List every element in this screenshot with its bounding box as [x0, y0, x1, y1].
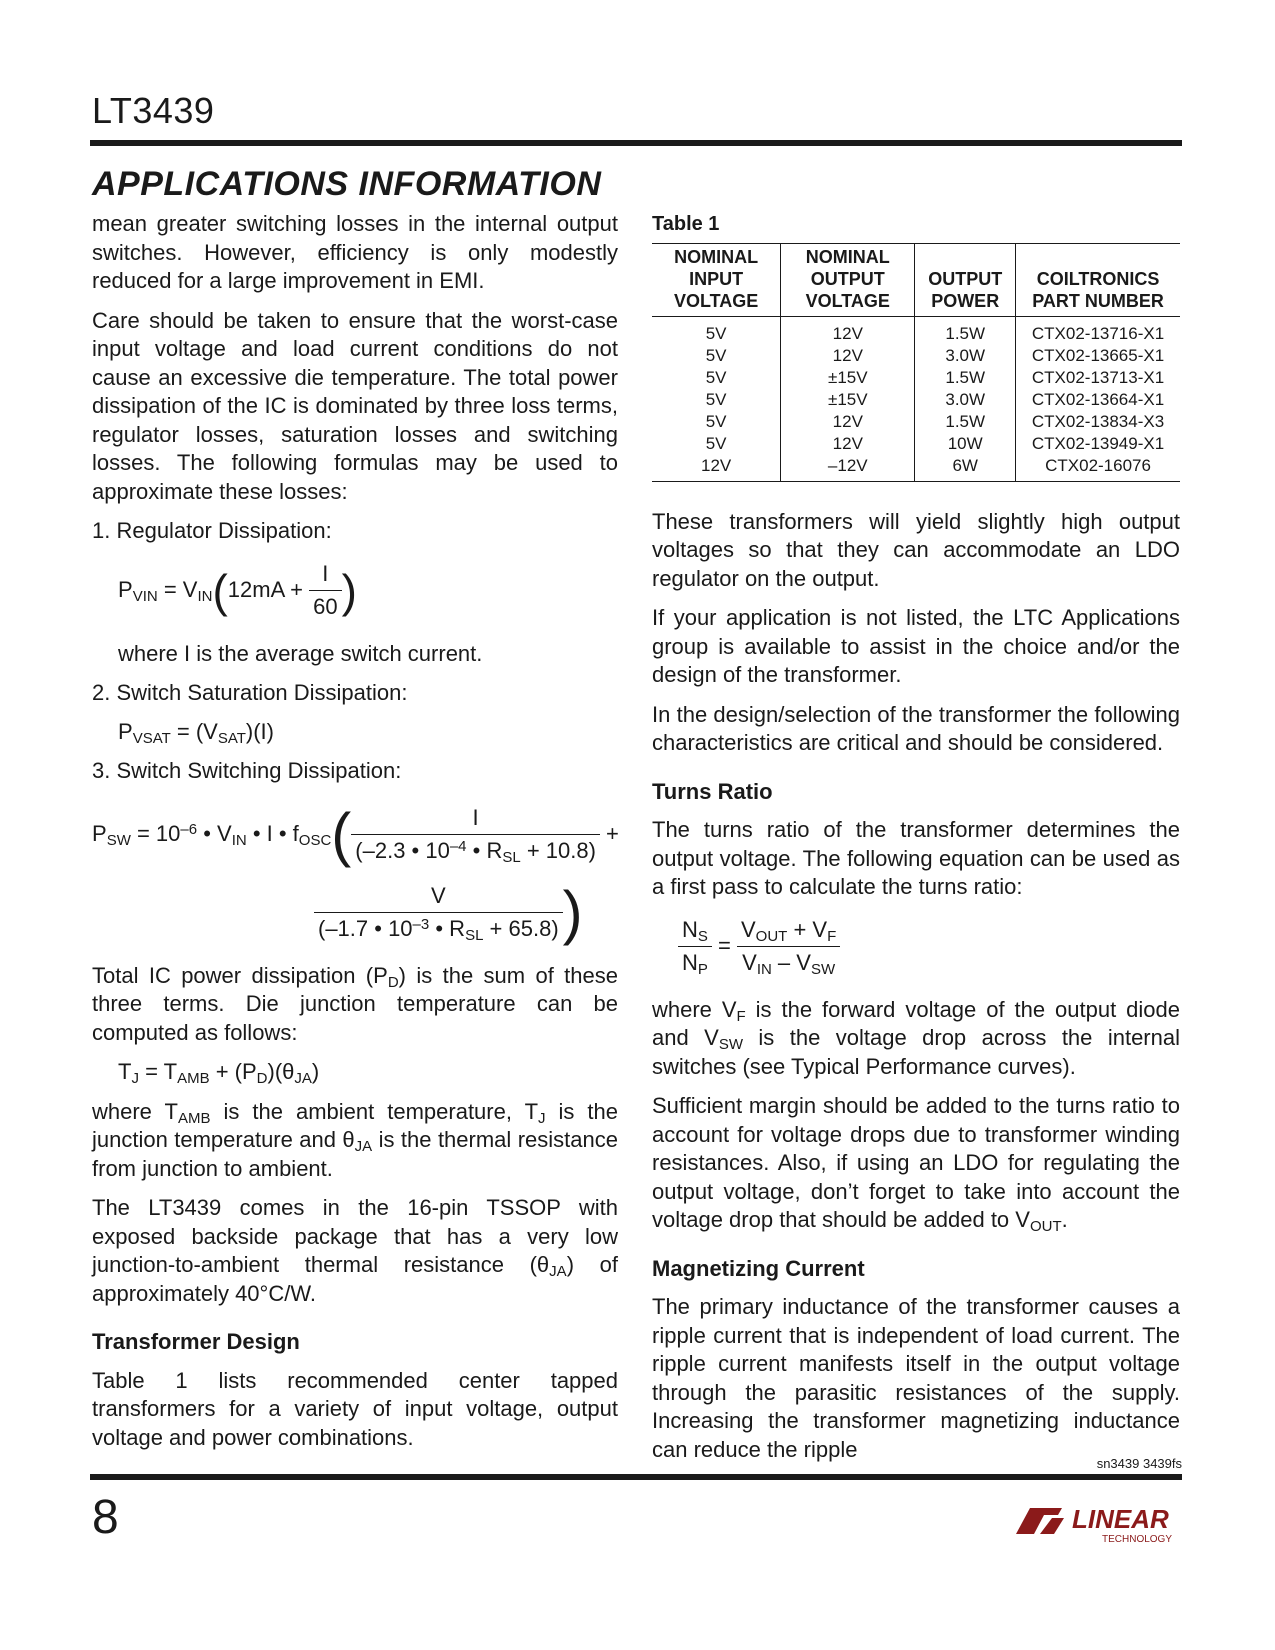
subheading-turns-ratio: Turns Ratio	[652, 778, 773, 804]
paragraph: where $T_{AMB}$ is the ambient temperature, $T_J$ is the junction temperature and $\theta_{JA}$ is the thermal resistance from junction to ambient.	[92, 1098, 618, 1181]
table-header: COILTRONICS PART NUMBER	[1016, 243, 1180, 316]
list-note: where I is the average switch current.	[118, 640, 483, 666]
table-row: 5V 12V 1.5W CTX02-13834-X3	[652, 411, 1180, 433]
paragraph: Table 1 lists recommended center tapped transformers for a variety of input voltage, output voltage and power combinations.	[92, 1367, 618, 1450]
list-item-switching: 3. Switch Switching Dissipation:	[92, 758, 402, 783]
left-column	[92, 210, 618, 1463]
table-row: 5V 12V 1.5W CTX02-13716-X1	[652, 316, 1180, 345]
table-header: NOMINAL INPUT VOLTAGE	[652, 243, 781, 316]
part-number-title: LT3439	[92, 90, 215, 131]
subheading-transformer-design: Transformer Design	[92, 1329, 300, 1354]
subheading-magnetizing-current: Magnetizing Current	[652, 1255, 865, 1281]
table-row: 12V –12V 6W CTX02-16076	[652, 455, 1180, 482]
table-row: 5V ±15V 3.0W CTX02-13664-X1	[652, 389, 1180, 411]
logo-subtitle: TECHNOLOGY	[1102, 1534, 1173, 1545]
paragraph: The primary inductance of the transformer causes a ripple current that is independent of load current. The ripple current manifests itself in the output voltage through the parasitic resistances of the supply. Increasing the transformer magnetizing inductance can reduce the ripple	[652, 1294, 1180, 1462]
table-row: 5V ±15V 1.5W CTX02-13713-X1	[652, 367, 1180, 389]
paragraph: where $V_F$ is the forward voltage of the output diode and $V_{SW}$ is the voltage drop across the internal switches (see Typical Performance curves).	[652, 996, 1180, 1079]
paragraph: Total IC power dissipation $(P_D)$ is the sum of these three terms. Die junction temperature can be computed as follows:	[92, 962, 619, 1045]
table-title: Table 1	[652, 213, 720, 235]
table-row: 5V 12V 3.0W CTX02-13665-X1	[652, 345, 1180, 367]
table-row: 5V 12V 10W CTX02-13949-X1	[652, 433, 1180, 455]
footer-rule	[90, 1474, 1182, 1480]
page-number: 8	[92, 1491, 119, 1544]
paragraph: mean greater switching losses in the internal output switches. However, efficiency is only modestly reduced for a large improvement in EMI.	[92, 211, 618, 293]
transformer-table	[652, 243, 1180, 482]
table-header: NOMINAL OUTPUT VOLTAGE	[781, 243, 915, 316]
paragraph: Care should be taken to ensure that the worst-case input voltage and load current conditions do not cause an excessive die temperature. The total power dissipation of the IC is dominated by three loss terms, regulator losses, saturation losses and switching losses. The following formulas may be used to approximate these losses:	[92, 307, 618, 504]
document-code: sn3439 3439fs	[1096, 1456, 1182, 1471]
paragraph: In the design/selection of the transformer the following characteristics are critical and should be considered.	[652, 701, 1180, 755]
paragraph: If your application is not listed, the LTC Applications group is available to assist in the choice and/or the design of the transformer.	[652, 605, 1180, 687]
paragraph: The LT3439 comes in the 16-pin TSSOP with exposed backside package that has a very low junction-to-ambient thermal resistance $(\theta_{JA})$ of approximately 40°C/W.	[92, 1195, 618, 1306]
equation-saturation: $P_{VSAT} = (V_{SAT})(I)$	[118, 718, 274, 747]
section-title: APPLICATIONS INFORMATION	[92, 165, 602, 203]
linear-technology-logo	[1010, 1498, 1185, 1548]
list-item-saturation: 2. Switch Saturation Dissipation:	[92, 680, 408, 705]
equation-junction-temp: $T_J = T_{AMB} + (P_D)(\theta_{JA})$	[118, 1059, 320, 1087]
paragraph: The turns ratio of the transformer determines the output voltage. The following equation can be used as a first pass to calculate the turns ratio:	[652, 817, 1180, 899]
paragraph: Sufficient margin should be added to the turns ratio to account for voltage drops due to transformer winding resistances. Also, if using an LDO for regulating the output voltage, don’t forget to take into account the voltage drop that should be added to $V_{OUT}$.	[652, 1093, 1180, 1235]
logo-wordmark: LINEAR	[1072, 1504, 1169, 1534]
equation-regulator: $P_{VIN} = V_{IN}(12mA$ + $\frac{I}{60}$ )	[118, 560, 357, 619]
table-header: OUTPUT POWER	[915, 243, 1016, 316]
equation-turns-ratio: $\frac{N_S}{N_P}$ = $\frac{V_{OUT} + V_F}{V_{IN} - V_{SW}}$	[652, 916, 1180, 978]
equation-switching: $P_{SW} = 10^{-6}$ • $V_{IN}$ • I • $f_{OSC}$( $\frac{I}{(-2.3 • 10^{-4} • R_{SL} + 10.8)}$ + $\frac{V}{(-1.7 • 10^{-3} • R_{SL} + 65.8)}$ )	[92, 800, 619, 946]
right-column	[652, 210, 1180, 1475]
list-item-regulator: 1. Regulator Dissipation:	[92, 518, 332, 543]
paragraph: These transformers will yield slightly high output voltages so that they can accommodate an LDO regulator on the output.	[652, 508, 1180, 591]
header-rule	[90, 140, 1182, 146]
